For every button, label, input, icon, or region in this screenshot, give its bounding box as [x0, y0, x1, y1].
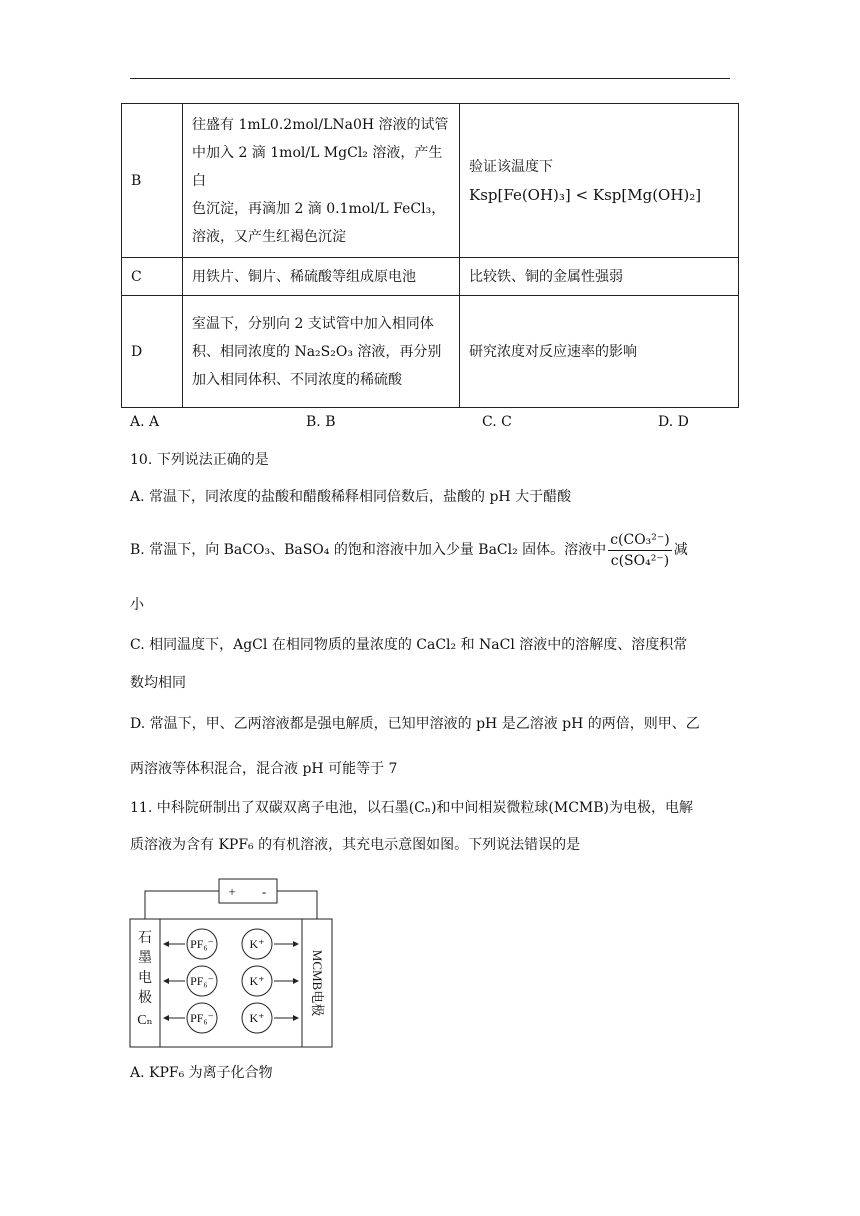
row-purpose	[460, 296, 739, 408]
q11-stem-line2: 质溶液为含有 KPF₆ 的有机溶液，其充电示意图如图。下列说法错误的是	[130, 837, 581, 853]
row-operation	[183, 258, 460, 296]
ratio-denominator: c(SO₄²⁻)	[610, 552, 670, 569]
op-line: 色沉淀，再滴加 2 滴 0.1mol/L FeCl₃，	[192, 200, 446, 217]
option-b-text: B. 常温下，向 BaCO₃、BaSO₄ 的饱和溶液中加入少量 BaCl₂ 固体。溶液中	[130, 542, 607, 558]
table-row	[122, 258, 739, 296]
anion-label: PF₆⁻	[190, 974, 214, 988]
table-row	[122, 296, 739, 408]
cation-label: K⁺	[249, 937, 265, 951]
minus-terminal: -	[261, 884, 267, 899]
row-purpose	[460, 258, 739, 296]
q10-option-d-line2: 两溶液等体积混合，混合液 pH 可能等于 7	[130, 761, 398, 777]
option-b-tail: 减	[673, 542, 688, 558]
q10-option-b	[130, 526, 730, 574]
row-operation	[183, 296, 460, 408]
right-electrode-label: MCMB电极	[310, 949, 325, 1017]
q11-stem-line1: 11. 中科院研制出了双碳双离子电池，以石墨(Cₙ)和中间相炭微粒球(MCMB)为电极，电解	[130, 800, 693, 816]
experiment-table	[121, 103, 739, 408]
choice-a: A. A	[130, 414, 160, 430]
table-row	[122, 104, 739, 258]
op-line: 室温下，分别向 2 支试管中加入相同体	[192, 315, 434, 332]
cation-label: K⁺	[249, 1011, 265, 1025]
q11-option-a: A. KPF₆ 为离子化合物	[130, 1065, 273, 1081]
anion-label: PF₆⁻	[190, 1011, 214, 1025]
anion-label: PF₆⁻	[190, 937, 214, 951]
left-electrode-char: 极	[138, 991, 152, 1006]
battery-charging-diagram	[127, 874, 337, 1054]
purpose-line: 比较铁、铜的金属性强弱	[469, 268, 623, 285]
op-line: 往盛有 1mL0.2mol/LNa0H 溶液的试管	[192, 116, 449, 133]
plus-terminal: +	[228, 884, 236, 899]
q10-option-c-line2: 数均相同	[130, 675, 186, 691]
row-purpose	[460, 104, 739, 258]
row-id: C	[122, 258, 183, 296]
concentration-ratio	[608, 530, 672, 571]
q10-option-c-line1: C. 相同温度下，AgCl 在相同物质的量浓度的 CaCl₂ 和 NaCl 溶液中的溶解度、溶度积常	[130, 637, 688, 653]
q10-option-b-cont: 小	[130, 597, 144, 613]
choice-d: D. D	[658, 414, 689, 430]
row-operation	[183, 104, 460, 258]
diagram-svg	[127, 874, 337, 1054]
left-electrode-char: 石	[138, 931, 152, 946]
op-line: 溶液，又产生红褐色沉淀	[192, 228, 346, 245]
op-line: 积、相同浓度的 Na₂S₂O₃ 溶液，再分别	[192, 343, 442, 360]
choice-c: C. C	[482, 414, 512, 430]
choice-b: B. B	[306, 414, 336, 430]
ksp-expression: Ksp[Fe(OH)₃] < Ksp[Mg(OH)₂]	[469, 185, 702, 204]
cation-label: K⁺	[249, 974, 265, 988]
left-electrode-char: 电	[138, 971, 152, 986]
op-line: 加入相同体积、不同浓度的稀硫酸	[192, 371, 402, 388]
left-electrode-char: Cₙ	[137, 1013, 153, 1028]
header-rule	[130, 78, 730, 79]
purpose-line: 验证该温度下	[469, 158, 553, 175]
ratio-numerator: c(CO₃²⁻)	[608, 530, 672, 551]
op-line: 用铁片、铜片、稀硫酸等组成原电池	[192, 268, 416, 285]
row-id: D	[122, 296, 183, 408]
row-id: B	[122, 104, 183, 258]
left-electrode-char: 墨	[138, 951, 152, 966]
q10-option-d-line1: D. 常温下，甲、乙两溶液都是强电解质，已知甲溶液的 pH 是乙溶液 pH 的两倍，则甲、乙	[130, 716, 700, 732]
op-line: 中加入 2 滴 1mol/L MgCl₂ 溶液，产生白	[192, 144, 443, 189]
q10-stem: 10. 下列说法正确的是	[130, 452, 269, 468]
purpose-line: 研究浓度对反应速率的影响	[469, 343, 637, 360]
q10-option-a: A. 常温下，同浓度的盐酸和醋酸稀释相同倍数后，盐酸的 pH 大于醋酸	[130, 489, 572, 505]
